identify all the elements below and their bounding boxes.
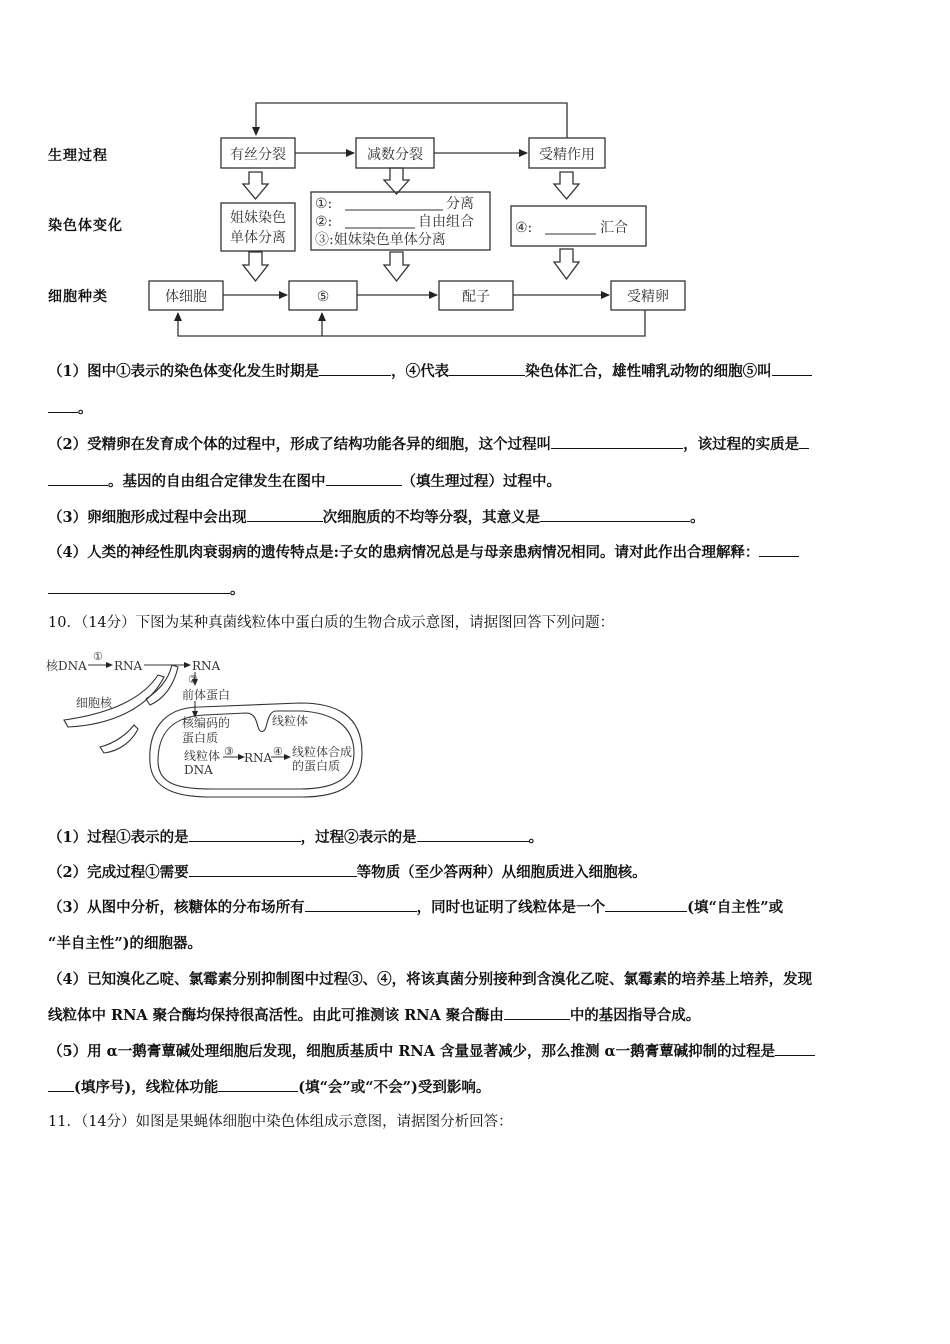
- label-precursor: 前体蛋白: [182, 688, 231, 702]
- q9-line3: （3）卵细胞形成过程中会出现 次细胞质的不均等分裂，其意义是 。: [48, 509, 705, 526]
- label-zygote: 受精卵: [627, 289, 669, 305]
- blank[interactable]: [759, 542, 799, 557]
- blank[interactable]: [449, 361, 525, 376]
- fertilization-change-prefix: ④:: [515, 220, 533, 236]
- label-mt-protein-2: 的蛋白质: [292, 759, 341, 773]
- blank[interactable]: [48, 579, 230, 594]
- blank[interactable]: [799, 434, 809, 449]
- blank[interactable]: [605, 897, 687, 912]
- q10-line3b: “半自主性”)的细胞器。: [48, 935, 203, 952]
- q9-line2b: 。基因的自由组合定律发生在图中 （填生理过程）过程中。: [48, 470, 561, 491]
- label-mitosis: 有丝分裂: [230, 147, 286, 163]
- label-mt-dna-1: 线粒体: [184, 749, 221, 763]
- blank[interactable]: [48, 1077, 74, 1092]
- blank[interactable]: [305, 897, 417, 912]
- fertilization-change-suffix: 汇合: [600, 220, 628, 236]
- label-gamete: 配子: [462, 289, 490, 305]
- blank[interactable]: [189, 862, 357, 877]
- label-step1: ①: [93, 650, 103, 663]
- label-meiosis: 减数分裂: [367, 147, 423, 163]
- meiosis-change-1-suffix: 分离: [446, 196, 474, 212]
- loop-arrow-top: [256, 103, 567, 138]
- q9-line1: （1）图中①表示的染色体变化发生时期是 ，④代表 染色体汇合，雄性哺乳动物的细胞⑤叫: [48, 360, 812, 381]
- q9-line4b: 。: [48, 578, 245, 599]
- blank[interactable]: [551, 434, 683, 449]
- blank[interactable]: [189, 827, 301, 842]
- meiosis-change-3: ③:姐妹染色单体分离: [315, 232, 446, 248]
- q10-line5b: (填序号)，线粒体功能 (填“会”或“不会”)受到影响。: [48, 1076, 490, 1097]
- q10-line1: （1）过程①表示的是 ，过程②表示的是 。: [48, 829, 544, 846]
- q9-line4: （4）人类的神经性肌肉衰弱病的遗传特点是:子女的患病情况总是与母亲患病情况相同。请对此作出合理解释：: [48, 541, 799, 562]
- blank[interactable]: [504, 1005, 570, 1020]
- meiosis-change-2-prefix: ②:: [315, 214, 333, 230]
- label-step2: ②: [188, 673, 198, 686]
- label-rna2: RNA: [192, 659, 221, 673]
- meiosis-change-2-suffix: 自由组合: [418, 214, 474, 230]
- label-mitochondrion: 线粒体: [272, 714, 309, 728]
- mitosis-change-line1: 姐妹染色: [230, 210, 286, 226]
- label-step3: ③: [224, 745, 234, 758]
- blank[interactable]: [540, 507, 690, 522]
- q10-line3: （3）从图中分析，核糖体的分布场所有 ，同时也证明了线粒体是一个 (填“自主性”或: [48, 899, 784, 916]
- label-nuclear-dna: 核DNA: [46, 659, 87, 673]
- label-somatic-cell: 体细胞: [165, 289, 207, 305]
- meiosis-change-1-prefix: ①:: [315, 196, 333, 212]
- q10-line2: （2）完成过程①需要 等物质（至少答两种）从细胞质进入细胞核。: [48, 864, 647, 881]
- blank[interactable]: [48, 398, 78, 413]
- blank[interactable]: [326, 471, 402, 486]
- label-mt-protein-1: 线粒体合成: [292, 745, 353, 759]
- label-mt-dna-2: DNA: [184, 763, 213, 777]
- mitosis-change-line2: 单体分离: [230, 230, 286, 246]
- label-fertilization: 受精作用: [539, 147, 595, 163]
- hollow-arrow-1: [243, 172, 268, 199]
- hollow-arrow-6: [554, 249, 579, 279]
- blank[interactable]: [417, 827, 529, 842]
- label-step4: ④: [273, 745, 283, 758]
- label-cell-5: ⑤: [316, 289, 330, 305]
- hollow-arrow-5: [384, 252, 409, 281]
- q10-line4: （4）已知溴化乙啶、氯霉素分别抑制图中过程③、④，将该真菌分别接种到含溴化乙啶、氯霉素的培养基上培养，发现: [48, 971, 813, 988]
- q10-line4b: 线粒体中 RNA 聚合酶均保持很高活性。由此可推测该 RNA 聚合酶由 中的基因指导合成。: [48, 1007, 701, 1024]
- hollow-arrow-2: [384, 168, 409, 194]
- blank[interactable]: [775, 1041, 815, 1056]
- label-nucleus: 细胞核: [76, 696, 113, 710]
- blank[interactable]: [247, 507, 323, 522]
- q10-line5: （5）用 α一鹅膏蕈碱处理细胞后发现，细胞质基质中 RNA 含量显著减少，那么推测 α一鹅膏蕈碱抑制的过程是: [48, 1040, 815, 1061]
- mitochondria-protein-synthesis-diagram: [40, 645, 380, 810]
- hollow-arrow-4: [243, 252, 268, 281]
- label-nuclear-coded-2: 蛋白质: [182, 731, 219, 745]
- blank[interactable]: [48, 471, 108, 486]
- label-rna1: RNA: [114, 659, 143, 673]
- q9-line1b: 。: [48, 397, 93, 418]
- row-label-process: 生理过程: [48, 148, 108, 164]
- label-nuclear-coded-1: 核编码的: [182, 716, 231, 730]
- blank[interactable]: [218, 1077, 298, 1092]
- loop-arrow-bottom: [178, 310, 645, 336]
- label-rna3: RNA: [244, 751, 273, 765]
- hollow-arrow-3: [554, 172, 579, 199]
- blank[interactable]: [319, 361, 391, 376]
- row-label-chromosome: 染色体变化: [48, 218, 123, 234]
- blank[interactable]: [772, 361, 812, 376]
- q10-header: 10．（14分）下图为某种真菌线粒体中蛋白质的生物合成示意图，请据图回答下列问题：: [48, 615, 615, 631]
- meiosis-fertilization-diagram: [0, 0, 950, 345]
- nuclear-envelope-fragment-3: [100, 725, 138, 753]
- q9-line2: （2）受精卵在发育成个体的过程中，形成了结构功能各异的细胞，这个过程叫 ，该过程的实质是: [48, 433, 809, 454]
- q11-header: 11．（14分）如图是果蝇体细胞中染色体组成示意图，请据图分析回答：: [48, 1114, 513, 1130]
- row-label-cell-type: 细胞种类: [48, 289, 108, 305]
